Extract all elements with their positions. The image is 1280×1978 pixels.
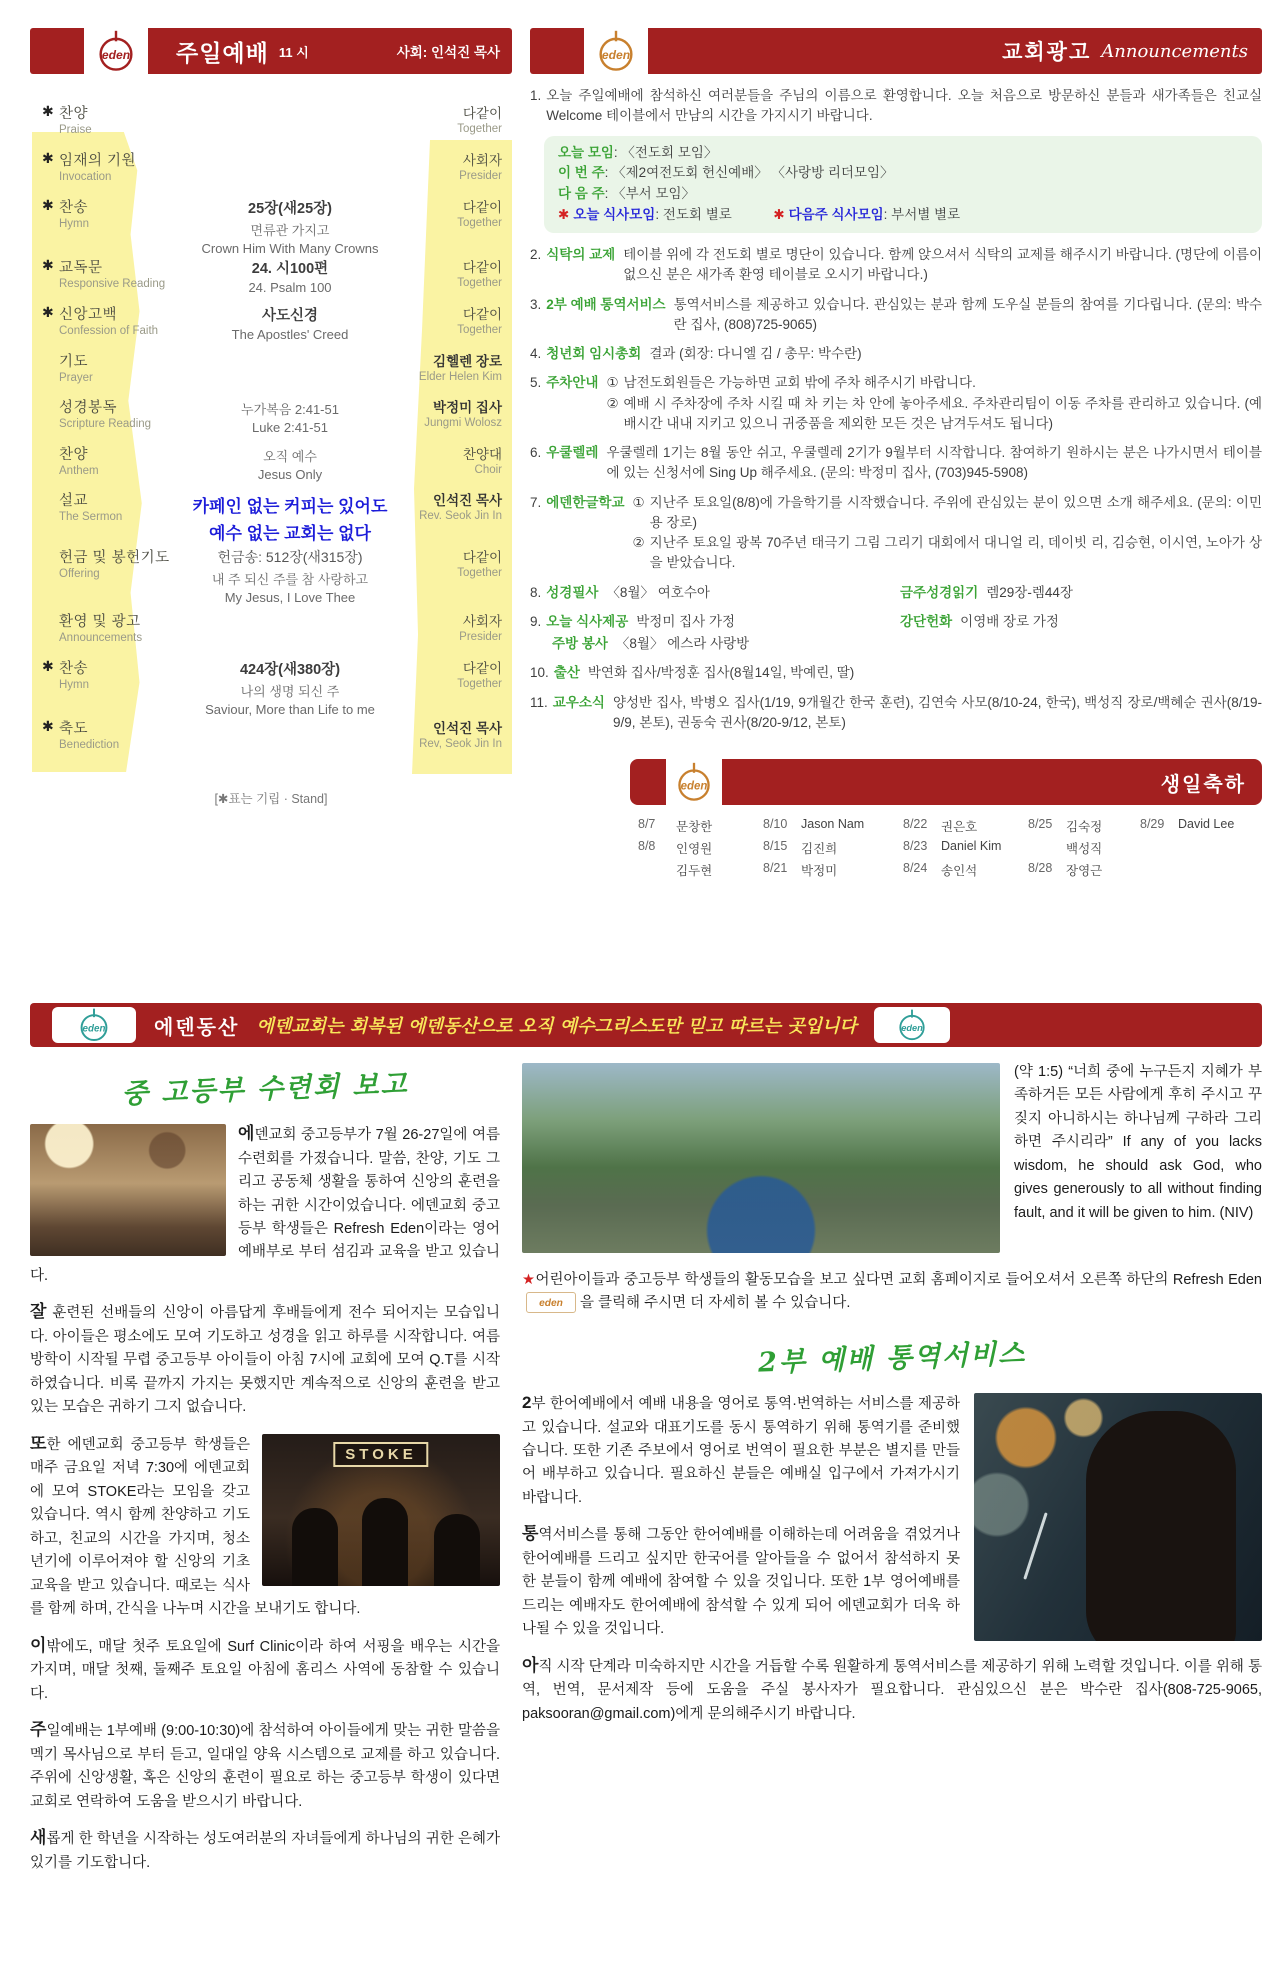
announcements-header-bar	[648, 28, 1262, 74]
announcement-item-9: 9. 오늘 식사제공 박정미 집사 가정 강단헌화 이영배 장로 가정 주방 봉사 〈8월〉 에스라 사랑방	[530, 613, 1059, 652]
announcement-item-2: 2. 식탁의 교제 테이블 위에 각 전도회 별로 명단이 있습니다. 함께 앉으셔서 식탁의 교제를 해주시기 바랍니다. (명단에 이름이 없으신 분은 새가족 환영 테이블로 오시기 바랍니다.)	[530, 247, 1262, 283]
worship-presider: 사회: 인석진 목사	[396, 45, 500, 60]
interpretation-title: 2부 예배 통역서비스	[757, 1338, 1027, 1379]
star-marker: ✱	[773, 207, 785, 223]
eden-logo-icon	[71, 1008, 117, 1042]
stand-marker: ✱	[42, 658, 54, 674]
eden-logo-icon	[671, 762, 717, 802]
stand-marker: ✱	[42, 197, 54, 213]
eden-logo-icon	[91, 30, 141, 72]
stand-marker: ✱	[42, 718, 54, 734]
birthday-header	[630, 759, 1262, 805]
stand-marker	[42, 443, 59, 477]
birthday-cell: 8/8 인영원	[638, 839, 713, 857]
person-silhouette	[434, 1514, 480, 1586]
paragraph: 잘 훈련된 선배들의 신앙이 아름답게 후배들에게 전수 되어지는 모습입니다. 아이들은 평소에도 모여 기도하고 성경을 읽고 하루를 시작합니다. 여름방학이 시작될 무렵 중고등부 아이들이 아침 7시에 교회에 모여 Q.T를 시작하였습니다. 비록 끝까지 가지는 못했지만 계속적으로 신앙의 훈련을 받고 있는 모습은 귀하기 그지 없습니다.	[30, 1302, 500, 1416]
stand-footnote: [✱표는 기립 · Stand]	[214, 792, 328, 806]
birthday-cell: 김두현	[676, 864, 713, 879]
garden-banner-script: 에덴교회는 회복된 에덴동산으로 오직 예수그리스도만 믿고 따르는 곳입니다	[256, 1016, 857, 1037]
eden-logo-box	[52, 1007, 136, 1043]
eden-logo-text: eden	[101, 48, 131, 63]
birthday-cell: 8/25 김숙정	[1028, 817, 1103, 835]
stand-marker	[42, 610, 59, 644]
header-red-block	[530, 28, 584, 74]
paragraph: 통역서비스를 통해 그동안 한어예배를 이해하는데 어려움을 겪었거나 한어예배를 드리고 싶지만 한국어를 알아들을 수 없어서 참석하지 못한 분들이 함께 예배에 참여할 수 있을 것입니다. 또한 1부 영어예배를 드리는 예배자도 한어예배에 참석할 수 있게 되어 에덴교회가 더욱 하나될 수 있을 것입니다.	[522, 1524, 960, 1638]
star-marker: ★	[522, 1272, 536, 1288]
worship-order	[30, 88, 512, 807]
announcement-item-7: 7. 에덴한글학교 ① 지난주 토요일(8/8)에 가을학기를 시작했습니다. 주위에 관심있는 분이 있으면 소개 해주세요. (문의: 이민용 장로) ② 지난주 토요일 광복 70주년 태극기 그림 그리기 대회에서 대니얼 리, 데이빗 리, 김승현, 이시연, 노아가 상을 받았습니다.	[530, 494, 1262, 571]
youth-retreat-title: 중 고등부 수련회 보고	[121, 1069, 410, 1110]
birthday-section	[630, 759, 1262, 879]
announcement-item-10: 10. 출산 박연화 집사/박정훈 집사(8월14일, 박예린, 딸)	[530, 665, 855, 681]
birthday-cell: 8/10 Jason Nam	[763, 817, 865, 832]
birthday-cell: 8/21 박정미	[763, 861, 838, 879]
announcements-subtitle: Announcements	[1101, 40, 1248, 62]
paragraph: 에덴교회 중고등부가 7월 26-27일에 여름수련회를 가졌습니다. 말씀, 찬양, 기도 그리고 공동체 생활을 통하여 신앙의 훈련을 하는 귀한 시간이었습니다. 에덴교회 중고등부 학생들은 Refresh Eden이라는 영어예배부로 부터 섬김과 교육을 받고 있습니다.	[30, 1124, 500, 1284]
announcement-item-5: 5. 주차안내 ① 남전도회원들은 가능하면 교회 밖에 주차 해주시기 바랍니다. ② 예배 시 주차장에 주차 시킬 때 차 키는 차 안에 놓아주세요. 주차관리팀이 이동 주차를 관리하고 있습니다. (예배시간 내내 지키고 있으니 귀중품을 제외한 모든 것은 남겨두셔도 됩니다)	[530, 375, 1262, 431]
birthday-cell: 8/24 송인석	[903, 861, 978, 879]
eden-logo-box	[584, 28, 648, 74]
garden-banner-title: 에덴동산	[154, 1016, 240, 1039]
garden-right-column	[522, 1061, 1262, 1885]
header-red-block	[30, 28, 84, 74]
announcement-item-4: 4. 청년회 임시총회 결과 (회장: 다니엘 김 / 총무: 박수란)	[530, 346, 862, 362]
worship-row: 찬양 Anthem 오직 예수 Jesus Only 찬양대 Choir	[30, 443, 512, 489]
announcements-list	[530, 86, 1262, 733]
worship-title: 주일예배	[176, 39, 269, 66]
stand-marker: ✱	[42, 103, 54, 119]
announcements-panel	[530, 28, 1262, 879]
paragraph: 새롭게 한 학년을 시작하는 성도여러분의 자녀들에게 하나님의 귀한 은혜가 있기를 기도합니다.	[30, 1828, 500, 1871]
eden-logo-box	[666, 759, 722, 805]
eden-logo-text: eden	[539, 1298, 563, 1310]
paragraph: 주일예배는 1부예배 (9:00-10:30)에 참석하여 아이들에게 맞는 귀한 말씀을 멕기 목사님으로 부터 듣고, 일대일 양육 시스템으로 교제를 하고 있습니다. 주위에 신앙생활, 혹은 신앙의 훈련이 필요로 하는 중고등부 학생이 있다면 교회로 연락하여 도움을 받으시기 바랍니다.	[30, 1720, 500, 1810]
worship-row: ✱ 신앙고백 Confession of Faith 사도신경 The Apostles' Creed 다같이 Together	[42, 304, 502, 342]
birthday-title: 생일축하	[1160, 773, 1246, 796]
eden-logo-box	[84, 28, 148, 74]
retreat-group-photo	[522, 1063, 1000, 1253]
birthday-cell: 8/22 권은호	[903, 817, 978, 835]
birthday-cell: 백성직	[1066, 842, 1103, 857]
stand-marker: ✱	[42, 150, 54, 166]
worship-header	[30, 28, 512, 74]
eden-logo-box	[874, 1007, 950, 1043]
stand-marker: ✱	[42, 304, 54, 320]
worship-row: ✱ 축도 Benediction 인석진 목사 Rev, Seok Jin In	[42, 718, 502, 751]
stand-marker: ✱	[42, 257, 54, 273]
youth-retreat-article	[30, 1061, 500, 1885]
birthday-cell: 8/7 문창한	[638, 817, 713, 835]
birthday-cell	[1140, 861, 1275, 879]
announcement-item-8: 8. 성경필사 〈8월〉 여호수아 금주성경읽기 렘29장-렘44장	[530, 584, 1073, 600]
header-red-block	[630, 759, 666, 805]
paragraph: 이밖에도, 매달 첫주 토요일에 Surf Clinic이라 하여 서핑을 배우는 시간을 가지며, 매달 첫째, 둘째주 토요일 아침에 홈리스 사역에 동참할 수 있습니다.	[30, 1635, 500, 1702]
announcements-header	[530, 28, 1262, 74]
worship-row: ✱ 찬송 Hymn 25장(새25장) 면류관 가지고 Crown Him With Many Crowns 다같이 Together	[42, 197, 502, 256]
worship-row: 환영 및 광고 Announcements 사회자 Presider	[30, 610, 512, 657]
refresh-eden-logo	[526, 1292, 576, 1313]
birthday-cell: 8/23 Daniel Kim	[903, 839, 1002, 854]
worship-row: 성경봉독 Scripture Reading 누가복음 2:41-51 Luke 2:41-51 박정미 집사 Jungmi Wolosz	[30, 396, 512, 443]
eden-logo-text: eden	[601, 48, 631, 63]
meetings-box: 오늘 모임: 〈전도회 모임〉 이 번 주: 〈제2여전도회 헌신예배〉 〈사랑방 리더모임〉 다 음 주: 〈부서 모임〉 ✱ 오늘 식사모임: 전도회 별로 ✱ 다음주 식사모임: 부서별 별로	[544, 136, 1262, 234]
sermon-title-line: 카페인 없는 커피는 있어도	[192, 497, 388, 516]
birthday-cell: 8/15 김진희	[763, 839, 838, 857]
james-1-5-verse: (약 1:5) “너희 중에 누구든지 지혜가 부족하거든 모든 사람에게 후히 주시고 꾸짖지 아니하시는 하나님께 구하라 그리하면 주시리라” If any of you lacks wisdom, he should ask God, who gives generously to all without finding fault, and it will be given to him. (NIV)	[1014, 1064, 1262, 1221]
announcement-item-6: 6. 우쿨렐레 우쿨렐레 1기는 8월 동안 쉬고, 우쿨렐레 2기가 9월부터 시작합니다. 참여하기 원하시는 분은 나가시면서 테이블에 있는 신청서에 Sing Up 해주세요. (문의: 박정미 집사, (703)945-5908)	[530, 445, 1262, 481]
birthday-header-bar	[722, 759, 1262, 805]
homepage-note: ★어린아이들과 중고등부 학생들의 활동모습을 보고 싶다면 교회 홈페이지로 들어오셔서 오른쪽 하단의 Refresh Eden eden 을 클릭해 주시면 더 자세히 볼 수 있습니다.	[522, 1272, 1263, 1312]
worship-time: 11 시	[278, 44, 309, 60]
worship-row: 헌금 및 봉헌기도 Offering 헌금송: 512장(새315장) 내 주 되신 주를 참 사랑하고 My Jesus, I Love Thee 다같이 Together	[30, 546, 512, 610]
announcement-item-11: 11. 교우소식 양성반 집사, 박병오 집사(1/19, 9개월간 한국 훈련), 김연숙 사모(8/10-24, 한국), 백성직 장로/백혜순 권사(8/19-9/9, 본토), 권동숙 권사(8/20-9/12, 본토)	[530, 694, 1262, 730]
birthday-cell	[1140, 839, 1275, 857]
worship-row: ✱ 찬양 Praise 다같이 Together	[42, 103, 502, 136]
verse-block	[522, 1061, 1262, 1259]
stoke-meeting-photo	[262, 1434, 500, 1586]
announcements-title: 교회광고	[1002, 41, 1092, 64]
birthday-table	[638, 817, 1262, 879]
stand-marker	[42, 546, 59, 580]
eden-logo-text: eden	[82, 1023, 106, 1035]
announcement-item-3: 3. 2부 예배 통역서비스 통역서비스를 제공하고 있습니다. 관심있는 분과 함께 도우실 분들의 참여를 기다립니다. (문의: 박수란 집사, (808)725-9065)	[530, 296, 1262, 332]
sermon-title-line: 예수 없는 교회는 없다	[209, 524, 371, 543]
worship-panel	[30, 28, 512, 807]
birthday-cell: 8/28 장영근	[1028, 861, 1103, 879]
eden-logo-icon	[591, 30, 641, 72]
paragraph: 또한 에덴교회 중고등부 학생들은 매주 금요일 저녁 7:30에 에덴교회에 모여 STOKE라는 모임을 갖고 있습니다. 역시 함께 찬양하고 기도하고, 친교의 시간을 가지며, 청소년기에 이루어져야 할 신앙의 기초 교육을 받고 있습니다. 때로는 식사를 함께 하며, 간식을 나누며 시간을 보내기도 합니다.	[30, 1433, 361, 1618]
announcement-item-1: 1. 오늘 주일예배에 참석하신 여러분들을 주님의 이름으로 환영합니다. 오늘 처음으로 방문하신 분들과 새가족들은 친교실 Welcome 테이블에서 만남의 시간을 가지시기 바랍니다.	[530, 88, 1262, 124]
stand-marker	[42, 489, 59, 523]
star-marker: ✱	[558, 207, 570, 223]
stand-marker	[42, 350, 59, 384]
eden-garden-section	[30, 1003, 1262, 1885]
person-silhouette	[362, 1498, 408, 1586]
worship-row: ✱ 임재의 기원 Invocation 사회자 Presider	[42, 150, 502, 183]
paragraph: 2부 한어예배에서 예배 내용을 영어로 통역·번역하는 서비스를 제공하고 있습니다. 설교와 대표기도를 동시 통역하기 위해 통역기를 준비했습니다. 또한 기존 주보에서 영어로 번역이 필요한 부분은 별지를 만들어 배부하고 있습니다. 필요하신 분들은 예배실 입구에서 가져가시기 바랍니다.	[522, 1392, 960, 1506]
worship-row: ✱ 찬송 Hymn 424장(새380장) 나의 생명 되신 주 Saviour, More than Life to me 다같이 Together	[42, 658, 502, 717]
eden-logo-text: eden	[680, 780, 708, 793]
microphone-shape	[1023, 1512, 1047, 1580]
stoke-sign-label: STOKE	[333, 1442, 428, 1467]
person-silhouette	[1086, 1411, 1236, 1641]
worship-row: ✱ 교독문 Responsive Reading 24. 시100편 24. Psalm 100 다같이 Together	[42, 257, 502, 295]
person-silhouette	[292, 1508, 338, 1586]
retreat-dining-photo	[30, 1124, 226, 1256]
stand-marker	[42, 396, 59, 430]
worship-row-sermon: 설교 The Sermon 카페인 없는 커피는 있어도 예수 없는 교회는 없다 인석진 목사 Rev. Seok Jin In	[30, 489, 512, 546]
eden-logo-text: eden	[901, 1023, 923, 1034]
garden-banner	[30, 1003, 1262, 1047]
paragraph: 아직 시작 단계라 미숙하지만 시간을 거듭할 수록 원활하게 통역서비스를 제공하기 위해 노력할 것입니다. 이를 위해 통역, 번역, 문서제작 등에 도움을 주실 봉사자가 필요합니다. 관심있으신 분은 박수란 집사(808-725-9065, paksooran@gmail.com)에게 문의해주시기 바랍니다.	[522, 1655, 1262, 1722]
eden-logo-icon	[890, 1009, 934, 1041]
birthday-cell: 8/29 David Lee	[1140, 817, 1235, 832]
worship-row: 기도 Prayer 김헬렌 장로 Elder Helen Kim	[30, 350, 512, 396]
interpreter-photo	[974, 1393, 1262, 1641]
worship-header-bar	[148, 28, 512, 74]
interpretation-article	[522, 1389, 1262, 1736]
